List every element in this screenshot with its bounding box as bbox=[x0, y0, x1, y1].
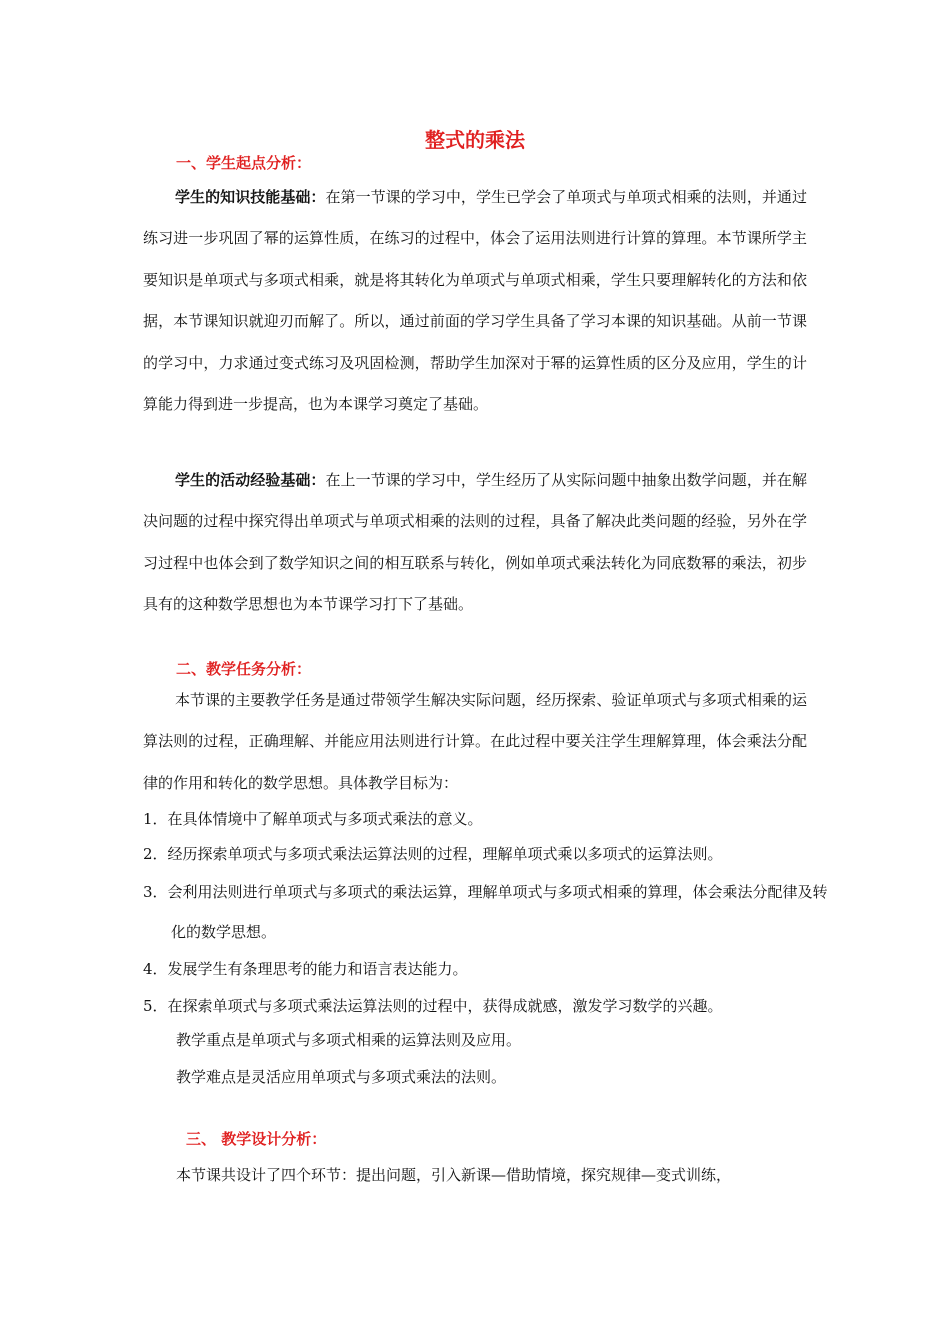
activity-base-lead: 学生的活动经验基础： bbox=[175, 471, 326, 489]
section-1-heading: 一、学生起点分析： bbox=[176, 154, 312, 172]
goal-item-5: 5．在探索单项式与多项式乘法运算法则的过程中，获得成就感，激发学习数学的兴趣。 bbox=[143, 997, 723, 1015]
knowledge-base-paragraph bbox=[143, 177, 807, 425]
knowledge-base-text: 在第一节课的学习中，学生已学会了单项式与单项式相乘的法则，并通过练习进一步巩固了幂的运算性质，在练习的过程中，体会了运用法则进行计算的算理。本节课所学主要知识是单项式与多项式相乘，就是将其转化为单项式与单项式相乘，学生只要理解转化的方法和依据，本节课知识就迎刃而解了。所以，通过前面的学习学生具备了学习本课的知识基础。从前一节课的学习中，力求通过变式练习及巩固检测，帮助学生加深对于幂的运算性质的区分及应用，学生的计算能力得到进一步提高，也为本课学习奠定了基础。 bbox=[143, 188, 807, 414]
goal-item-2: 2．经历探索单项式与多项式乘法运算法则的过程，理解单项式乘以多项式的运算法则。 bbox=[143, 845, 723, 863]
activity-base-text: 在上一节课的学习中，学生经历了从实际问题中抽象出数学问题，并在解决问题的过程中探究得出单项式与单项式相乘的法则的过程，具备了解决此类问题的经验，另外在学习过程中也体会到了数学知识之间的相互联系与转化，例如单项式乘法转化为同底数幂的乘法，初步具有的这种数学思想也为本节课学习打下了基础。 bbox=[143, 471, 807, 614]
section-3-heading: 三、 教学设计分析： bbox=[186, 1130, 327, 1148]
task-intro-paragraph: 本节课的主要教学任务是通过带领学生解决实际问题，经历探索、验证单项式与多项式相乘的运算法则的过程，正确理解、并能应用法则进行计算。在此过程中要关注学生理解算理，体会乘法分配律的作用和转化的数学思想。具体教学目标为： bbox=[143, 691, 807, 792]
difficulty-line: 教学难点是灵活应用单项式与多项式乘法的法则。 bbox=[176, 1068, 507, 1086]
activity-base-paragraph bbox=[143, 460, 807, 626]
section-2-heading: 二、教学任务分析： bbox=[176, 660, 312, 678]
key-point-line: 教学重点是单项式与多项式相乘的运算法则及应用。 bbox=[176, 1031, 522, 1049]
document-title: 整式的乘法 bbox=[425, 128, 525, 152]
goal-item-4: 4．发展学生有条理思考的能力和语言表达能力。 bbox=[143, 960, 468, 978]
knowledge-base-lead: 学生的知识技能基础： bbox=[175, 188, 326, 206]
design-intro-line: 本节课共设计了四个环节：提出问题，引入新课—借助情境，探究规律—变式训练， bbox=[176, 1166, 732, 1184]
goal-item-1: 1．在具体情境中了解单项式与多项式乘法的意义。 bbox=[143, 810, 483, 828]
goal-item-3: 3．会利用法则进行单项式与多项式的乘法运算，理解单项式与多项式相乘的算理，体会乘法分配律及转化的数学思想。 bbox=[143, 883, 828, 941]
